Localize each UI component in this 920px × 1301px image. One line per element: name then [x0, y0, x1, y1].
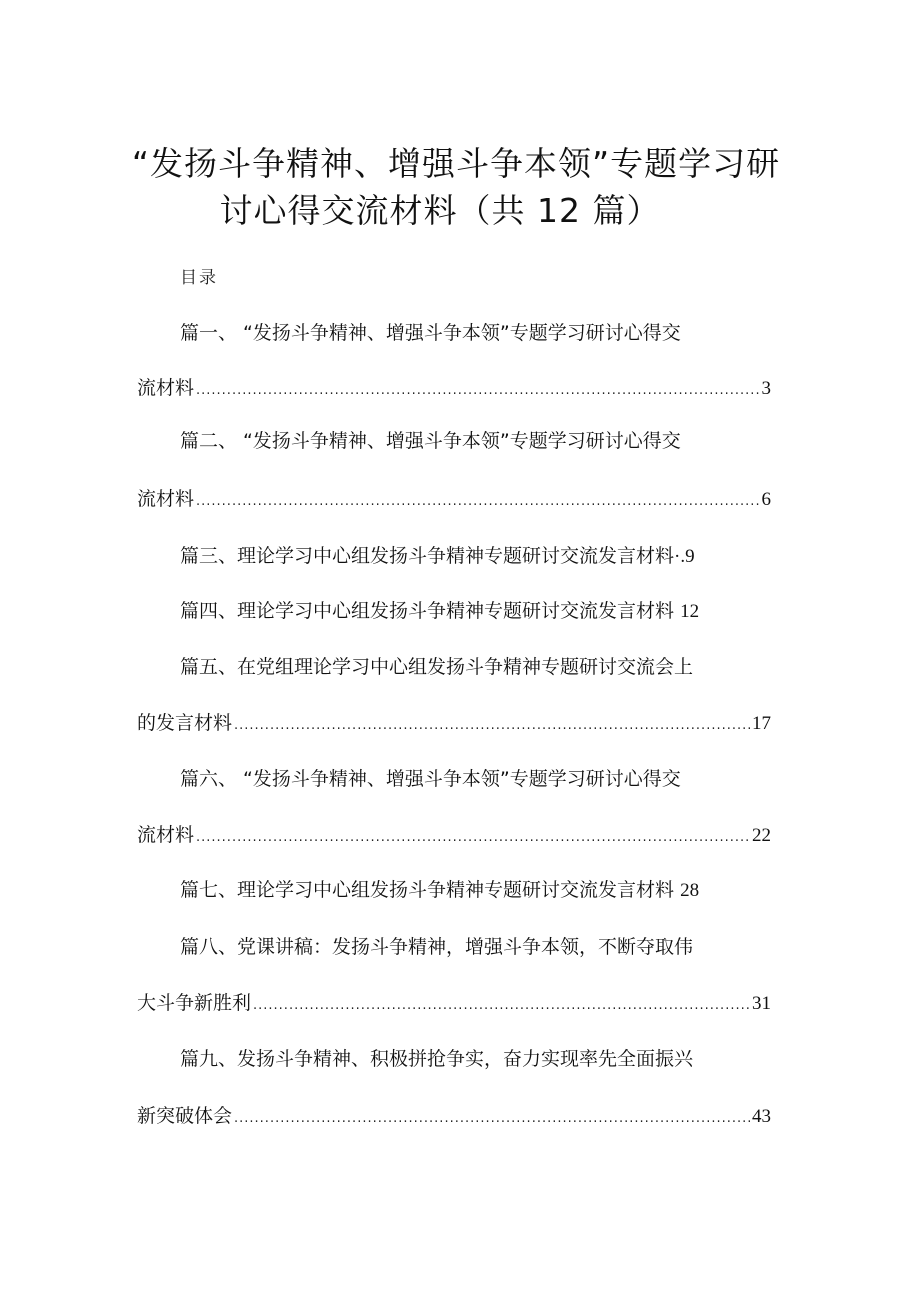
toc-entry-5-continuation[interactable]: [137, 708, 771, 735]
toc-page-number: 6: [761, 489, 771, 510]
toc-entry-9-continuation[interactable]: [137, 1101, 771, 1128]
document-title-line2: 讨心得交流材料（共 12 篇）: [219, 191, 661, 230]
dot-leader: [234, 718, 750, 733]
toc-entry-label: 新突破体会: [137, 1105, 233, 1127]
toc-entry-label: 流材料: [137, 488, 195, 510]
document-title-line1: “发扬斗争精神、增强斗争本领”专题学习研: [131, 144, 781, 183]
toc-entry-8-title[interactable]: 篇八、党课讲稿：发扬斗争精神，增强斗争本领，不断夺取伟: [180, 936, 694, 958]
toc-entry-5-title[interactable]: 篇五、在党组理论学习中心组发扬斗争精神专题研讨交流会上: [180, 656, 694, 678]
toc-page-number: ·.9: [674, 546, 695, 567]
toc-entry-label: 流材料: [137, 824, 195, 846]
toc-heading: 目录: [180, 268, 218, 288]
toc-entry-6-title[interactable]: 篇六、 “发扬斗争精神、增强斗争本领”专题学习研讨心得交: [180, 768, 681, 790]
toc-entry-label: 大斗争新胜利: [137, 992, 252, 1014]
toc-entry-3[interactable]: [180, 541, 695, 568]
toc-entry-1-title[interactable]: 篇一、 “发扬斗争精神、增强斗争本领”专题学习研讨心得交: [180, 322, 681, 344]
toc-entry-9-title[interactable]: 篇九、发扬斗争精神、积极拼抢争实，奋力实现率先全面振兴: [180, 1048, 694, 1070]
toc-entry-label: 流材料: [137, 377, 195, 399]
toc-page-number: 43: [752, 1106, 771, 1127]
toc-page-number: 31: [752, 993, 771, 1014]
toc-entry-2-continuation[interactable]: [137, 484, 771, 511]
dot-leader: [234, 1111, 750, 1126]
toc-page-number: 22: [752, 825, 771, 846]
toc-entry-8-continuation[interactable]: [137, 988, 771, 1015]
dot-leader: [196, 494, 759, 509]
toc-page-number: 12: [680, 601, 700, 622]
toc-page-number: 28: [680, 880, 700, 901]
toc-entry-label: 篇三、理论学习中心组发扬斗争精神专题研讨交流发言材料: [180, 545, 675, 567]
dot-leader: [196, 830, 750, 845]
toc-entry-6-continuation[interactable]: [137, 820, 771, 847]
toc-entry-2-title[interactable]: 篇二、 “发扬斗争精神、增强斗争本领”专题学习研讨心得交: [180, 430, 681, 452]
toc-entry-1-continuation[interactable]: [137, 373, 771, 400]
toc-entry-label: 篇七、理论学习中心组发扬斗争精神专题研讨交流发言材料: [180, 879, 675, 901]
toc-entry-7[interactable]: [180, 875, 699, 902]
toc-entry-4[interactable]: [180, 596, 699, 623]
toc-page-number: 3: [761, 378, 771, 399]
dot-leader: [253, 998, 750, 1013]
dot-leader: [196, 383, 759, 398]
toc-page-number: 17: [752, 713, 771, 734]
toc-entry-label: 的发言材料: [137, 712, 233, 734]
toc-entry-label: 篇四、理论学习中心组发扬斗争精神专题研讨交流发言材料: [180, 600, 675, 622]
